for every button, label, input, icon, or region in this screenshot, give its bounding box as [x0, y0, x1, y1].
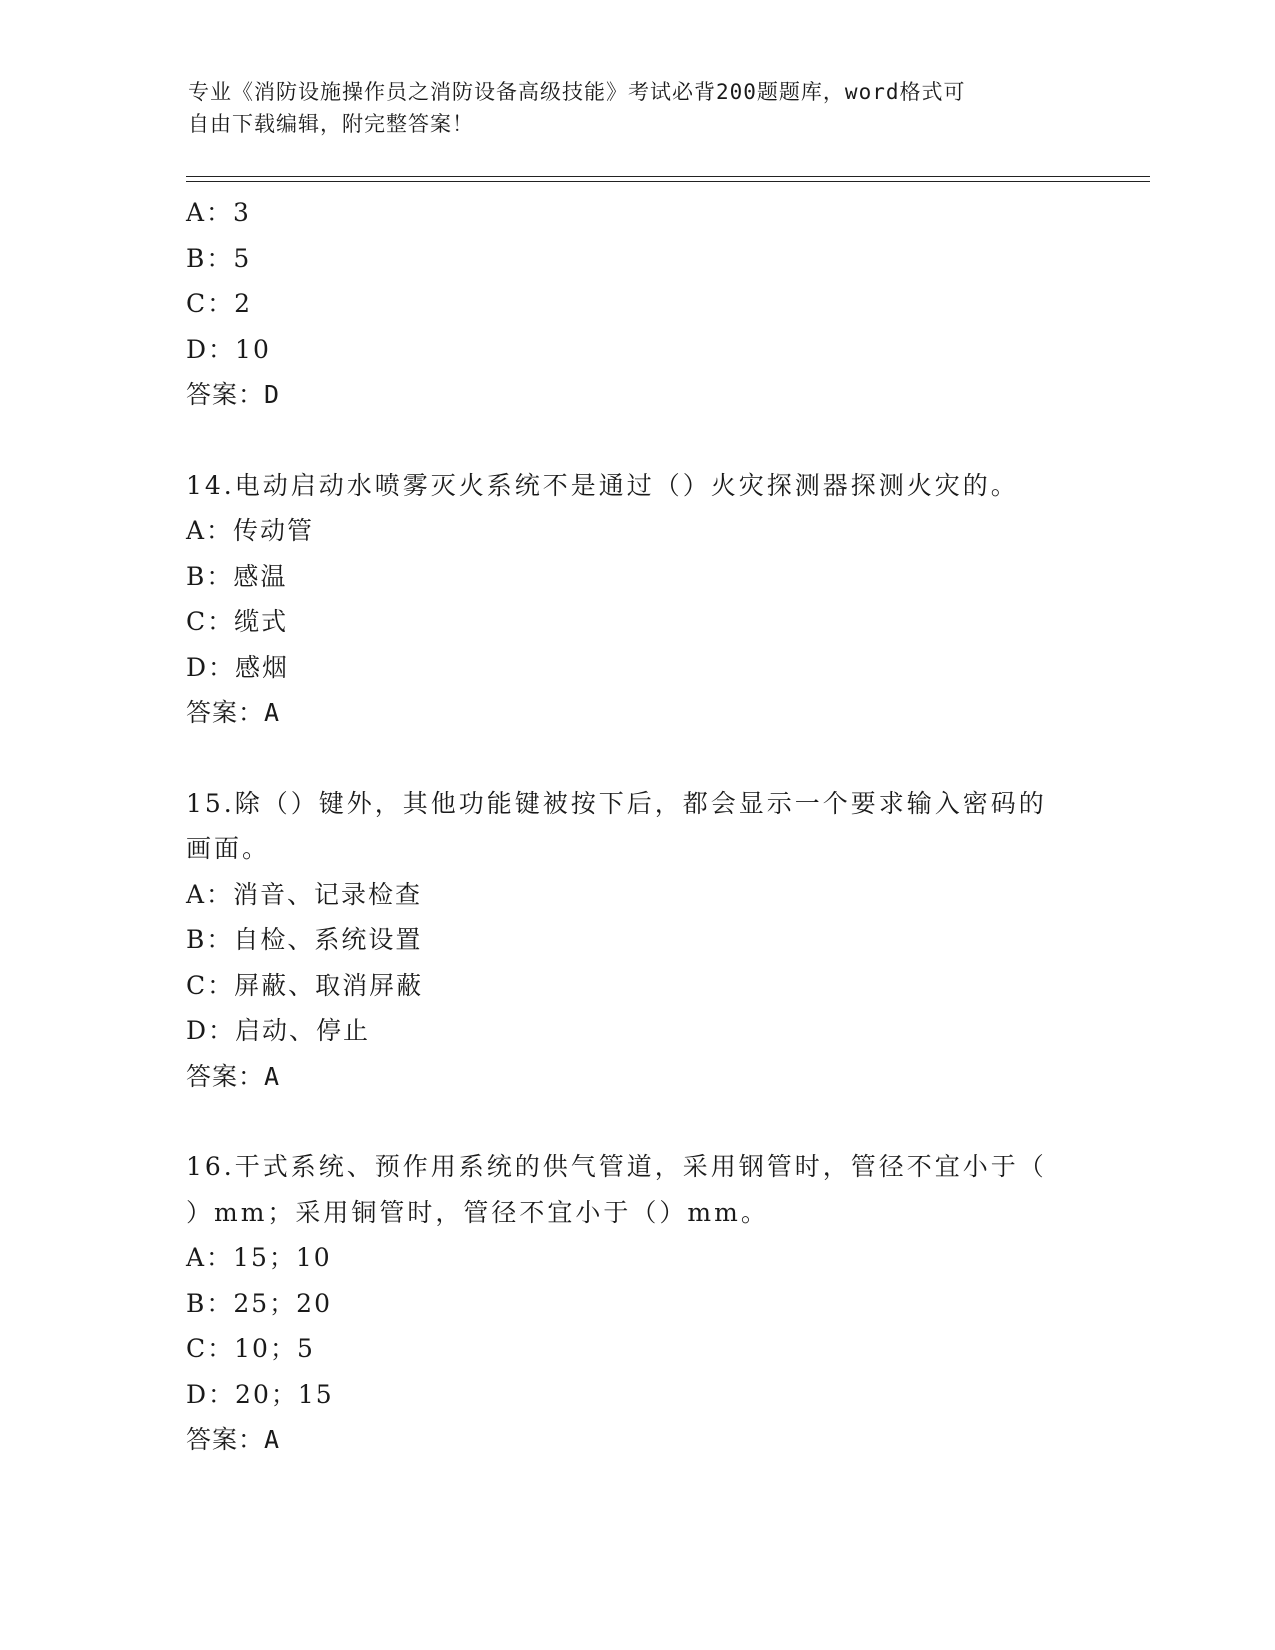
option-c: C：2 — [186, 289, 253, 318]
option-b: B：自检、系统设置 — [186, 925, 423, 954]
option-a: A：3 — [186, 198, 251, 227]
option-a: A：消音、记录检查 — [186, 879, 423, 909]
document-header — [188, 76, 1088, 140]
option-a: A：传动管 — [186, 516, 315, 545]
question-stem: 14.电动启动水喷雾灭火系统不是通过（）火灾探测器探测火灾的。 — [186, 470, 1019, 500]
answer-line: 答案：D — [186, 380, 281, 409]
question-spacer — [186, 418, 1086, 463]
option-d: D：10 — [186, 334, 271, 364]
question-16 — [186, 1144, 1086, 1463]
header-line-2: 自由下载编辑，附完整答案！ — [188, 112, 474, 136]
option-b: B：5 — [186, 243, 252, 273]
answer-line: 答案：A — [186, 698, 281, 727]
question-stem-line-2: 画面。 — [186, 834, 271, 863]
option-c: C：屏蔽、取消屏蔽 — [186, 970, 424, 1000]
question-spacer — [186, 1099, 1086, 1144]
question-stem-line-2: ）mm；采用铜管时，管径不宜小于（）mm。 — [186, 1197, 769, 1227]
option-d: D：20；15 — [186, 1379, 334, 1409]
answer-line: 答案：A — [186, 1061, 281, 1091]
question-13 — [186, 190, 1086, 418]
question-14 — [186, 463, 1086, 736]
option-b: B：25；20 — [186, 1288, 332, 1318]
question-15 — [186, 781, 1086, 1100]
header-divider-bottom — [186, 181, 1150, 182]
question-spacer — [186, 736, 1086, 781]
option-d: D：启动、停止 — [186, 1016, 371, 1045]
option-c: C：10；5 — [186, 1334, 315, 1363]
header-divider-top — [186, 176, 1150, 177]
header-line-1: 专业《消防设施操作员之消防设备高级技能》考试必背200题题库，word格式可 — [188, 80, 966, 104]
option-c: C：缆式 — [186, 607, 289, 636]
option-b: B：感温 — [186, 561, 288, 591]
answer-line: 答案：A — [186, 1425, 281, 1454]
option-d: D：感烟 — [186, 652, 290, 682]
question-stem-line-1: 15.除（）键外，其他功能键被按下后，都会显示一个要求输入密码的 — [186, 788, 1047, 818]
question-list — [186, 190, 1086, 1463]
question-stem-line-1: 16.干式系统、预作用系统的供气管道，采用钢管时，管径不宜小于（ — [186, 1152, 1047, 1181]
option-a: A：15；10 — [186, 1243, 332, 1272]
